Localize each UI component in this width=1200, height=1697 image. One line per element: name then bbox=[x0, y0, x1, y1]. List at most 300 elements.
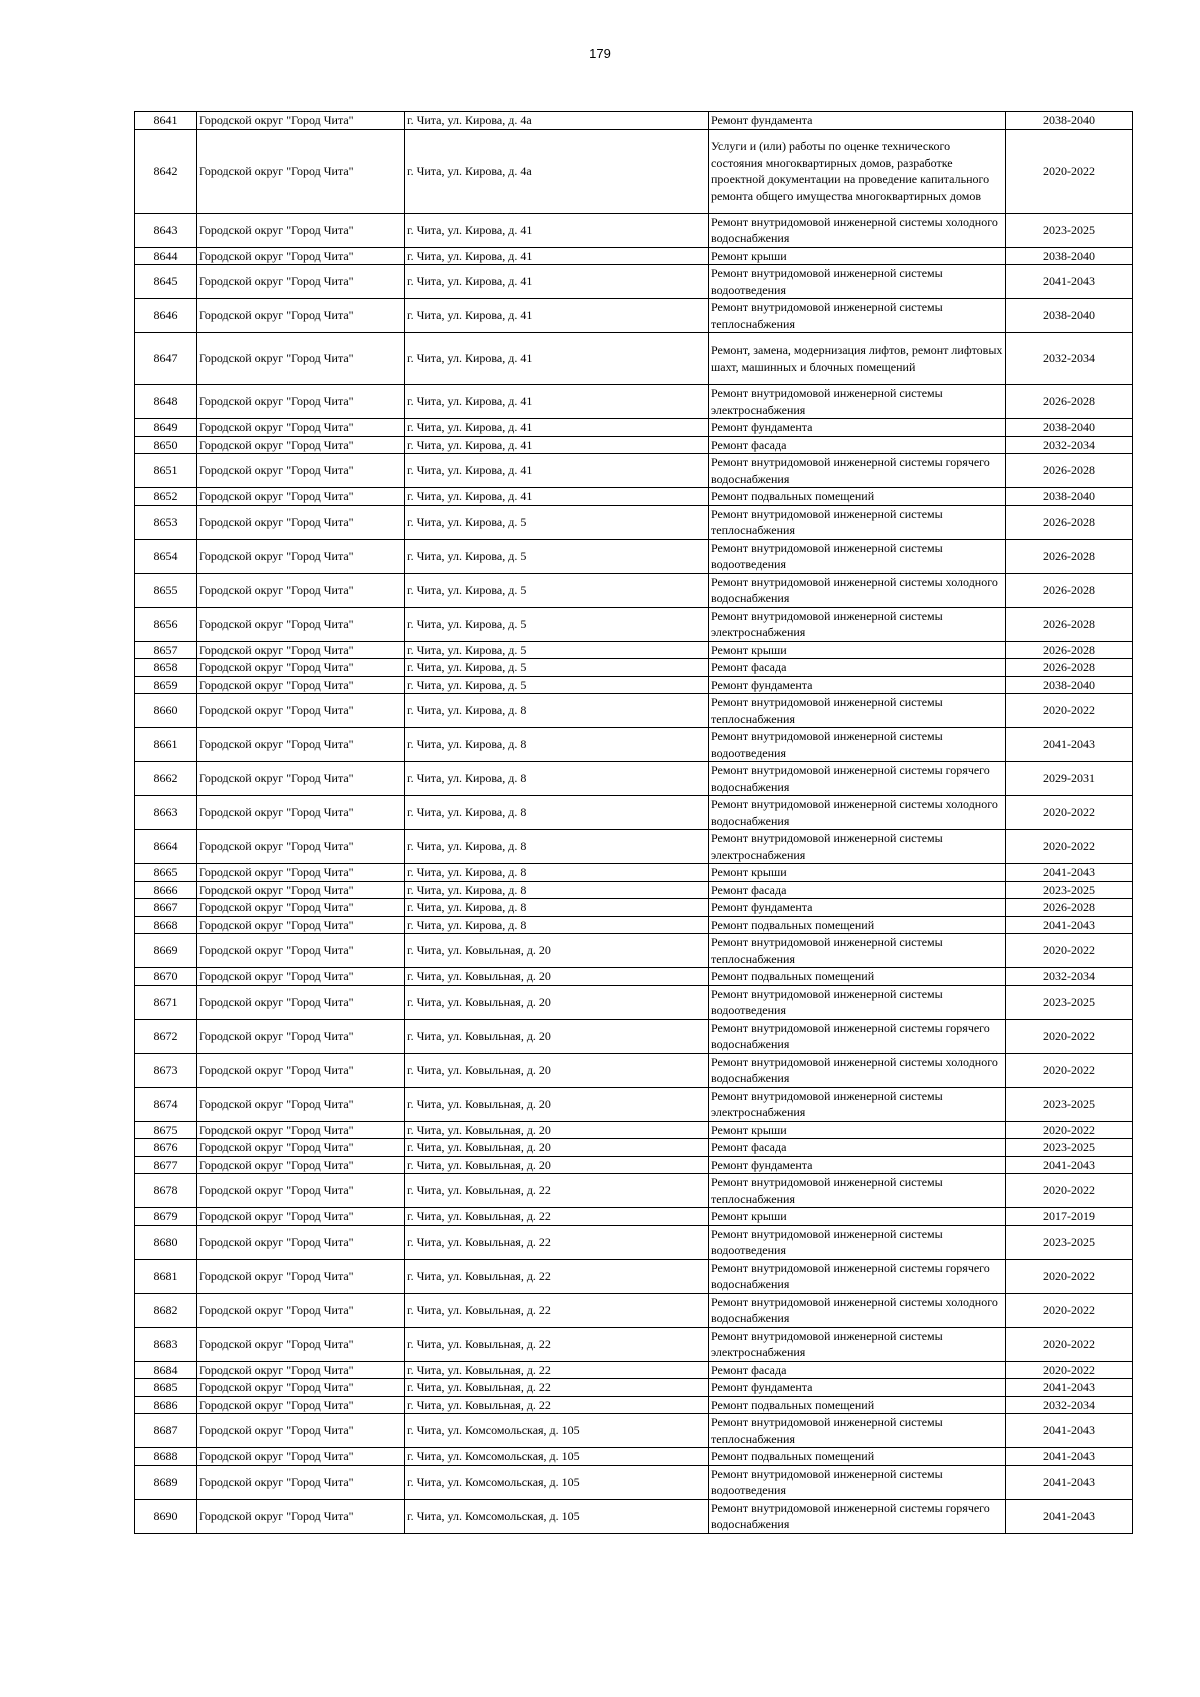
table-row bbox=[135, 676, 1133, 694]
work-type-cell: Ремонт, замена, модернизация лифтов, ремонт лифтовых шахт, машинных и блочных помещений bbox=[709, 333, 1006, 385]
municipality-cell: Городской округ "Город Чита" bbox=[197, 265, 405, 299]
work-type-cell: Ремонт внутридомовой инженерной системы электроснабжения bbox=[709, 385, 1006, 419]
table-row bbox=[135, 265, 1133, 299]
work-type-cell: Ремонт внутридомовой инженерной системы электроснабжения bbox=[709, 830, 1006, 864]
row-number-cell: 8641 bbox=[135, 112, 197, 130]
table-row bbox=[135, 247, 1133, 265]
row-number-cell: 8644 bbox=[135, 247, 197, 265]
work-type-cell: Ремонт внутридомовой инженерной системы горячего водоснабжения bbox=[709, 762, 1006, 796]
period-cell: 2038-2040 bbox=[1006, 299, 1133, 333]
municipality-cell: Городской округ "Город Чита" bbox=[197, 934, 405, 968]
period-cell: 2026-2028 bbox=[1006, 385, 1133, 419]
period-cell: 2041-2043 bbox=[1006, 1499, 1133, 1533]
table-row bbox=[135, 213, 1133, 247]
municipality-cell: Городской округ "Город Чита" bbox=[197, 1174, 405, 1208]
period-cell: 2020-2022 bbox=[1006, 1019, 1133, 1053]
municipality-cell: Городской округ "Город Чита" bbox=[197, 881, 405, 899]
table-row bbox=[135, 1019, 1133, 1053]
table-row bbox=[135, 1361, 1133, 1379]
period-cell: 2038-2040 bbox=[1006, 676, 1133, 694]
row-number-cell: 8687 bbox=[135, 1414, 197, 1448]
period-cell: 2020-2022 bbox=[1006, 830, 1133, 864]
work-type-cell: Ремонт внутридомовой инженерной системы водоотведения bbox=[709, 265, 1006, 299]
table-row bbox=[135, 762, 1133, 796]
period-cell: 2020-2022 bbox=[1006, 1174, 1133, 1208]
work-type-cell: Ремонт внутридомовой инженерной системы теплоснабжения bbox=[709, 934, 1006, 968]
address-cell: г. Чита, ул. Кирова, д. 8 bbox=[405, 899, 709, 917]
table-row bbox=[135, 1465, 1133, 1499]
address-cell: г. Чита, ул. Ковыльная, д. 22 bbox=[405, 1225, 709, 1259]
work-type-cell: Ремонт подвальных помещений bbox=[709, 1448, 1006, 1466]
municipality-cell: Городской округ "Город Чита" bbox=[197, 1087, 405, 1121]
address-cell: г. Чита, ул. Ковыльная, д. 20 bbox=[405, 1121, 709, 1139]
work-type-cell: Ремонт крыши bbox=[709, 641, 1006, 659]
table-row bbox=[135, 299, 1133, 333]
work-type-cell: Ремонт внутридомовой инженерной системы холодного водоснабжения bbox=[709, 1053, 1006, 1087]
table-row bbox=[135, 454, 1133, 488]
row-number-cell: 8684 bbox=[135, 1361, 197, 1379]
table-row bbox=[135, 830, 1133, 864]
work-type-cell: Ремонт фундамента bbox=[709, 112, 1006, 130]
municipality-cell: Городской округ "Город Чита" bbox=[197, 454, 405, 488]
period-cell: 2041-2043 bbox=[1006, 728, 1133, 762]
address-cell: г. Чита, ул. Ковыльная, д. 22 bbox=[405, 1259, 709, 1293]
address-cell: г. Чита, ул. Ковыльная, д. 20 bbox=[405, 1053, 709, 1087]
table-row bbox=[135, 1448, 1133, 1466]
work-type-cell: Ремонт фундамента bbox=[709, 1379, 1006, 1397]
work-type-cell: Ремонт внутридомовой инженерной системы электроснабжения bbox=[709, 607, 1006, 641]
address-cell: г. Чита, ул. Кирова, д. 41 bbox=[405, 436, 709, 454]
row-number-cell: 8670 bbox=[135, 968, 197, 986]
table-row bbox=[135, 1396, 1133, 1414]
row-number-cell: 8669 bbox=[135, 934, 197, 968]
period-cell: 2026-2028 bbox=[1006, 641, 1133, 659]
address-cell: г. Чита, ул. Кирова, д. 8 bbox=[405, 881, 709, 899]
row-number-cell: 8674 bbox=[135, 1087, 197, 1121]
work-type-cell: Ремонт внутридомовой инженерной системы электроснабжения bbox=[709, 1087, 1006, 1121]
address-cell: г. Чита, ул. Кирова, д. 41 bbox=[405, 333, 709, 385]
row-number-cell: 8677 bbox=[135, 1156, 197, 1174]
period-cell: 2026-2028 bbox=[1006, 539, 1133, 573]
period-cell: 2026-2028 bbox=[1006, 899, 1133, 917]
work-type-cell: Ремонт внутридомовой инженерной системы водоотведения bbox=[709, 728, 1006, 762]
table-row bbox=[135, 573, 1133, 607]
table-row bbox=[135, 1225, 1133, 1259]
table-row bbox=[135, 728, 1133, 762]
municipality-cell: Городской округ "Город Чита" bbox=[197, 385, 405, 419]
municipality-cell: Городской округ "Город Чита" bbox=[197, 213, 405, 247]
municipality-cell: Городской округ "Город Чита" bbox=[197, 1327, 405, 1361]
work-type-cell: Услуги и (или) работы по оценке технического состояния многоквартирных домов, разработке проектной документации на проведение капитального ремонта общего имущества многоквартирных домов bbox=[709, 129, 1006, 213]
period-cell: 2023-2025 bbox=[1006, 213, 1133, 247]
table-row bbox=[135, 1327, 1133, 1361]
row-number-cell: 8665 bbox=[135, 864, 197, 882]
row-number-cell: 8642 bbox=[135, 129, 197, 213]
table-row bbox=[135, 694, 1133, 728]
address-cell: г. Чита, ул. Ковыльная, д. 20 bbox=[405, 968, 709, 986]
work-type-cell: Ремонт внутридомовой инженерной системы горячего водоснабжения bbox=[709, 1019, 1006, 1053]
table-row bbox=[135, 436, 1133, 454]
work-type-cell: Ремонт внутридомовой инженерной системы холодного водоснабжения bbox=[709, 573, 1006, 607]
work-type-cell: Ремонт фасада bbox=[709, 659, 1006, 677]
table-row bbox=[135, 385, 1133, 419]
row-number-cell: 8667 bbox=[135, 899, 197, 917]
table-row bbox=[135, 488, 1133, 506]
work-type-cell: Ремонт внутридомовой инженерной системы водоотведения bbox=[709, 1465, 1006, 1499]
work-type-cell: Ремонт внутридомовой инженерной системы теплоснабжения bbox=[709, 505, 1006, 539]
row-number-cell: 8689 bbox=[135, 1465, 197, 1499]
row-number-cell: 8652 bbox=[135, 488, 197, 506]
address-cell: г. Чита, ул. Кирова, д. 4а bbox=[405, 112, 709, 130]
work-type-cell: Ремонт внутридомовой инженерной системы теплоснабжения bbox=[709, 299, 1006, 333]
table-row bbox=[135, 899, 1133, 917]
period-cell: 2023-2025 bbox=[1006, 1225, 1133, 1259]
table-row bbox=[135, 1053, 1133, 1087]
period-cell: 2023-2025 bbox=[1006, 1139, 1133, 1157]
period-cell: 2026-2028 bbox=[1006, 454, 1133, 488]
row-number-cell: 8672 bbox=[135, 1019, 197, 1053]
row-number-cell: 8647 bbox=[135, 333, 197, 385]
municipality-cell: Городской округ "Город Чита" bbox=[197, 333, 405, 385]
row-number-cell: 8651 bbox=[135, 454, 197, 488]
municipality-cell: Городской округ "Город Чита" bbox=[197, 864, 405, 882]
address-cell: г. Чита, ул. Кирова, д. 5 bbox=[405, 676, 709, 694]
table-row bbox=[135, 1259, 1133, 1293]
table-row bbox=[135, 1087, 1133, 1121]
work-type-cell: Ремонт крыши bbox=[709, 864, 1006, 882]
municipality-cell: Городской округ "Город Чита" bbox=[197, 694, 405, 728]
period-cell: 2041-2043 bbox=[1006, 916, 1133, 934]
work-type-cell: Ремонт крыши bbox=[709, 1208, 1006, 1226]
table-row bbox=[135, 1499, 1133, 1533]
period-cell: 2023-2025 bbox=[1006, 985, 1133, 1019]
address-cell: г. Чита, ул. Кирова, д. 8 bbox=[405, 916, 709, 934]
period-cell: 2032-2034 bbox=[1006, 333, 1133, 385]
period-cell: 2023-2025 bbox=[1006, 1087, 1133, 1121]
municipality-cell: Городской округ "Город Чита" bbox=[197, 607, 405, 641]
address-cell: г. Чита, ул. Ковыльная, д. 22 bbox=[405, 1327, 709, 1361]
municipality-cell: Городской округ "Город Чита" bbox=[197, 1499, 405, 1533]
work-type-cell: Ремонт фасада bbox=[709, 1361, 1006, 1379]
work-type-cell: Ремонт внутридомовой инженерной системы горячего водоснабжения bbox=[709, 1259, 1006, 1293]
address-cell: г. Чита, ул. Кирова, д. 8 bbox=[405, 728, 709, 762]
municipality-cell: Городской округ "Город Чита" bbox=[197, 916, 405, 934]
period-cell: 2020-2022 bbox=[1006, 796, 1133, 830]
work-type-cell: Ремонт фундамента bbox=[709, 419, 1006, 437]
municipality-cell: Городской округ "Город Чита" bbox=[197, 1019, 405, 1053]
work-type-cell: Ремонт подвальных помещений bbox=[709, 488, 1006, 506]
table-row bbox=[135, 607, 1133, 641]
row-number-cell: 8646 bbox=[135, 299, 197, 333]
work-type-cell: Ремонт внутридомовой инженерной системы горячего водоснабжения bbox=[709, 454, 1006, 488]
period-cell: 2026-2028 bbox=[1006, 659, 1133, 677]
table-row bbox=[135, 112, 1133, 130]
period-cell: 2026-2028 bbox=[1006, 607, 1133, 641]
work-type-cell: Ремонт фасада bbox=[709, 1139, 1006, 1157]
address-cell: г. Чита, ул. Кирова, д. 41 bbox=[405, 454, 709, 488]
period-cell: 2023-2025 bbox=[1006, 881, 1133, 899]
table-row bbox=[135, 539, 1133, 573]
row-number-cell: 8648 bbox=[135, 385, 197, 419]
address-cell: г. Чита, ул. Ковыльная, д. 22 bbox=[405, 1361, 709, 1379]
period-cell: 2026-2028 bbox=[1006, 573, 1133, 607]
row-number-cell: 8657 bbox=[135, 641, 197, 659]
address-cell: г. Чита, ул. Кирова, д. 8 bbox=[405, 694, 709, 728]
table-row bbox=[135, 1156, 1133, 1174]
address-cell: г. Чита, ул. Кирова, д. 41 bbox=[405, 213, 709, 247]
municipality-cell: Городской округ "Город Чита" bbox=[197, 1465, 405, 1499]
address-cell: г. Чита, ул. Ковыльная, д. 20 bbox=[405, 1139, 709, 1157]
municipality-cell: Городской округ "Город Чита" bbox=[197, 129, 405, 213]
municipality-cell: Городской округ "Город Чита" bbox=[197, 1293, 405, 1327]
period-cell: 2020-2022 bbox=[1006, 934, 1133, 968]
municipality-cell: Городской округ "Город Чита" bbox=[197, 659, 405, 677]
table-row bbox=[135, 1121, 1133, 1139]
table-row bbox=[135, 968, 1133, 986]
row-number-cell: 8668 bbox=[135, 916, 197, 934]
table-row bbox=[135, 1174, 1133, 1208]
table-row bbox=[135, 985, 1133, 1019]
period-cell: 2017-2019 bbox=[1006, 1208, 1133, 1226]
municipality-cell: Городской округ "Город Чита" bbox=[197, 112, 405, 130]
address-cell: г. Чита, ул. Ковыльная, д. 20 bbox=[405, 1156, 709, 1174]
municipality-cell: Городской округ "Город Чита" bbox=[197, 539, 405, 573]
address-cell: г. Чита, ул. Кирова, д. 5 bbox=[405, 659, 709, 677]
row-number-cell: 8675 bbox=[135, 1121, 197, 1139]
address-cell: г. Чита, ул. Ковыльная, д. 20 bbox=[405, 1019, 709, 1053]
table-row bbox=[135, 129, 1133, 213]
table-row bbox=[135, 916, 1133, 934]
period-cell: 2041-2043 bbox=[1006, 1414, 1133, 1448]
address-cell: г. Чита, ул. Комсомольская, д. 105 bbox=[405, 1414, 709, 1448]
address-cell: г. Чита, ул. Кирова, д. 41 bbox=[405, 247, 709, 265]
row-number-cell: 8658 bbox=[135, 659, 197, 677]
municipality-cell: Городской округ "Город Чита" bbox=[197, 247, 405, 265]
table-row bbox=[135, 934, 1133, 968]
address-cell: г. Чита, ул. Кирова, д. 8 bbox=[405, 864, 709, 882]
municipality-cell: Городской округ "Город Чита" bbox=[197, 796, 405, 830]
period-cell: 2041-2043 bbox=[1006, 1379, 1133, 1397]
period-cell: 2020-2022 bbox=[1006, 1053, 1133, 1087]
period-cell: 2041-2043 bbox=[1006, 265, 1133, 299]
work-type-cell: Ремонт внутридомовой инженерной системы теплоснабжения bbox=[709, 1414, 1006, 1448]
municipality-cell: Городской округ "Город Чита" bbox=[197, 762, 405, 796]
row-number-cell: 8649 bbox=[135, 419, 197, 437]
period-cell: 2038-2040 bbox=[1006, 247, 1133, 265]
work-type-cell: Ремонт подвальных помещений bbox=[709, 968, 1006, 986]
period-cell: 2020-2022 bbox=[1006, 1293, 1133, 1327]
municipality-cell: Городской округ "Город Чита" bbox=[197, 1414, 405, 1448]
row-number-cell: 8681 bbox=[135, 1259, 197, 1293]
address-cell: г. Чита, ул. Кирова, д. 8 bbox=[405, 830, 709, 864]
period-cell: 2041-2043 bbox=[1006, 864, 1133, 882]
municipality-cell: Городской округ "Город Чита" bbox=[197, 830, 405, 864]
work-type-cell: Ремонт подвальных помещений bbox=[709, 916, 1006, 934]
table-row bbox=[135, 1293, 1133, 1327]
address-cell: г. Чита, ул. Ковыльная, д. 20 bbox=[405, 934, 709, 968]
address-cell: г. Чита, ул. Кирова, д. 5 bbox=[405, 573, 709, 607]
work-type-cell: Ремонт внутридомовой инженерной системы водоотведения bbox=[709, 985, 1006, 1019]
address-cell: г. Чита, ул. Ковыльная, д. 22 bbox=[405, 1208, 709, 1226]
period-cell: 2020-2022 bbox=[1006, 1121, 1133, 1139]
municipality-cell: Городской округ "Город Чита" bbox=[197, 299, 405, 333]
row-number-cell: 8653 bbox=[135, 505, 197, 539]
table-row bbox=[135, 1208, 1133, 1226]
table-row bbox=[135, 1414, 1133, 1448]
table-row bbox=[135, 419, 1133, 437]
period-cell: 2038-2040 bbox=[1006, 488, 1133, 506]
municipality-cell: Городской округ "Город Чита" bbox=[197, 573, 405, 607]
municipality-cell: Городской округ "Город Чита" bbox=[197, 1053, 405, 1087]
address-cell: г. Чита, ул. Ковыльная, д. 22 bbox=[405, 1293, 709, 1327]
municipality-cell: Городской округ "Город Чита" bbox=[197, 985, 405, 1019]
address-cell: г. Чита, ул. Ковыльная, д. 22 bbox=[405, 1174, 709, 1208]
row-number-cell: 8645 bbox=[135, 265, 197, 299]
table-row bbox=[135, 1139, 1133, 1157]
table-row bbox=[135, 641, 1133, 659]
row-number-cell: 8678 bbox=[135, 1174, 197, 1208]
row-number-cell: 8655 bbox=[135, 573, 197, 607]
municipality-cell: Городской округ "Город Чита" bbox=[197, 488, 405, 506]
address-cell: г. Чита, ул. Кирова, д. 5 bbox=[405, 641, 709, 659]
period-cell: 2020-2022 bbox=[1006, 1259, 1133, 1293]
municipality-cell: Городской округ "Город Чита" bbox=[197, 968, 405, 986]
address-cell: г. Чита, ул. Кирова, д. 4а bbox=[405, 129, 709, 213]
work-type-cell: Ремонт внутридомовой инженерной системы холодного водоснабжения bbox=[709, 796, 1006, 830]
address-cell: г. Чита, ул. Кирова, д. 8 bbox=[405, 796, 709, 830]
municipality-cell: Городской округ "Город Чита" bbox=[197, 1361, 405, 1379]
work-type-cell: Ремонт внутридомовой инженерной системы водоотведения bbox=[709, 539, 1006, 573]
work-type-cell: Ремонт фундамента bbox=[709, 1156, 1006, 1174]
municipality-cell: Городской округ "Город Чита" bbox=[197, 1448, 405, 1466]
table-row bbox=[135, 1379, 1133, 1397]
row-number-cell: 8676 bbox=[135, 1139, 197, 1157]
address-cell: г. Чита, ул. Ковыльная, д. 22 bbox=[405, 1396, 709, 1414]
address-cell: г. Чита, ул. Ковыльная, д. 22 bbox=[405, 1379, 709, 1397]
municipality-cell: Городской округ "Город Чита" bbox=[197, 1121, 405, 1139]
work-type-cell: Ремонт крыши bbox=[709, 247, 1006, 265]
work-type-cell: Ремонт крыши bbox=[709, 1121, 1006, 1139]
address-cell: г. Чита, ул. Кирова, д. 41 bbox=[405, 488, 709, 506]
table-row bbox=[135, 796, 1133, 830]
row-number-cell: 8664 bbox=[135, 830, 197, 864]
work-type-cell: Ремонт фундамента bbox=[709, 899, 1006, 917]
row-number-cell: 8662 bbox=[135, 762, 197, 796]
municipality-cell: Городской округ "Город Чита" bbox=[197, 676, 405, 694]
address-cell: г. Чита, ул. Кирова, д. 41 bbox=[405, 299, 709, 333]
address-cell: г. Чита, ул. Комсомольская, д. 105 bbox=[405, 1499, 709, 1533]
municipality-cell: Городской округ "Город Чита" bbox=[197, 1225, 405, 1259]
row-number-cell: 8683 bbox=[135, 1327, 197, 1361]
page-number: 179 bbox=[589, 46, 611, 61]
municipality-cell: Городской округ "Город Чита" bbox=[197, 1208, 405, 1226]
municipality-cell: Городской округ "Город Чита" bbox=[197, 419, 405, 437]
period-cell: 2041-2043 bbox=[1006, 1156, 1133, 1174]
period-cell: 2038-2040 bbox=[1006, 112, 1133, 130]
period-cell: 2032-2034 bbox=[1006, 968, 1133, 986]
period-cell: 2026-2028 bbox=[1006, 505, 1133, 539]
table-body bbox=[135, 112, 1133, 1534]
row-number-cell: 8680 bbox=[135, 1225, 197, 1259]
row-number-cell: 8690 bbox=[135, 1499, 197, 1533]
municipality-cell: Городской округ "Город Чита" bbox=[197, 505, 405, 539]
row-number-cell: 8673 bbox=[135, 1053, 197, 1087]
municipality-cell: Городской округ "Город Чита" bbox=[197, 1396, 405, 1414]
row-number-cell: 8659 bbox=[135, 676, 197, 694]
municipality-cell: Городской округ "Город Чита" bbox=[197, 728, 405, 762]
address-cell: г. Чита, ул. Ковыльная, д. 20 bbox=[405, 1087, 709, 1121]
row-number-cell: 8663 bbox=[135, 796, 197, 830]
period-cell: 2041-2043 bbox=[1006, 1448, 1133, 1466]
work-type-cell: Ремонт внутридомовой инженерной системы холодного водоснабжения bbox=[709, 1293, 1006, 1327]
address-cell: г. Чита, ул. Кирова, д. 5 bbox=[405, 539, 709, 573]
address-cell: г. Чита, ул. Комсомольская, д. 105 bbox=[405, 1448, 709, 1466]
period-cell: 2041-2043 bbox=[1006, 1465, 1133, 1499]
period-cell: 2020-2022 bbox=[1006, 1361, 1133, 1379]
table-row bbox=[135, 333, 1133, 385]
municipality-cell: Городской округ "Город Чита" bbox=[197, 1379, 405, 1397]
work-type-cell: Ремонт внутридомовой инженерной системы холодного водоснабжения bbox=[709, 213, 1006, 247]
repair-schedule-table bbox=[134, 111, 1133, 1534]
address-cell: г. Чита, ул. Кирова, д. 41 bbox=[405, 385, 709, 419]
period-cell: 2020-2022 bbox=[1006, 129, 1133, 213]
work-type-cell: Ремонт внутридомовой инженерной системы горячего водоснабжения bbox=[709, 1499, 1006, 1533]
work-type-cell: Ремонт внутридомовой инженерной системы теплоснабжения bbox=[709, 1174, 1006, 1208]
period-cell: 2020-2022 bbox=[1006, 694, 1133, 728]
address-cell: г. Чита, ул. Кирова, д. 41 bbox=[405, 265, 709, 299]
municipality-cell: Городской округ "Город Чита" bbox=[197, 1259, 405, 1293]
row-number-cell: 8671 bbox=[135, 985, 197, 1019]
address-cell: г. Чита, ул. Кирова, д. 5 bbox=[405, 505, 709, 539]
period-cell: 2029-2031 bbox=[1006, 762, 1133, 796]
table-row bbox=[135, 881, 1133, 899]
row-number-cell: 8643 bbox=[135, 213, 197, 247]
row-number-cell: 8685 bbox=[135, 1379, 197, 1397]
municipality-cell: Городской округ "Город Чита" bbox=[197, 436, 405, 454]
work-type-cell: Ремонт подвальных помещений bbox=[709, 1396, 1006, 1414]
period-cell: 2032-2034 bbox=[1006, 1396, 1133, 1414]
municipality-cell: Городской округ "Город Чита" bbox=[197, 1139, 405, 1157]
row-number-cell: 8682 bbox=[135, 1293, 197, 1327]
row-number-cell: 8661 bbox=[135, 728, 197, 762]
work-type-cell: Ремонт внутридомовой инженерной системы водоотведения bbox=[709, 1225, 1006, 1259]
row-number-cell: 8686 bbox=[135, 1396, 197, 1414]
row-number-cell: 8666 bbox=[135, 881, 197, 899]
period-cell: 2032-2034 bbox=[1006, 436, 1133, 454]
work-type-cell: Ремонт фасада bbox=[709, 881, 1006, 899]
table-row bbox=[135, 505, 1133, 539]
municipality-cell: Городской округ "Город Чита" bbox=[197, 899, 405, 917]
work-type-cell: Ремонт фундамента bbox=[709, 676, 1006, 694]
municipality-cell: Городской округ "Город Чита" bbox=[197, 1156, 405, 1174]
work-type-cell: Ремонт внутридомовой инженерной системы теплоснабжения bbox=[709, 694, 1006, 728]
row-number-cell: 8654 bbox=[135, 539, 197, 573]
period-cell: 2020-2022 bbox=[1006, 1327, 1133, 1361]
address-cell: г. Чита, ул. Кирова, д. 41 bbox=[405, 419, 709, 437]
work-type-cell: Ремонт внутридомовой инженерной системы электроснабжения bbox=[709, 1327, 1006, 1361]
row-number-cell: 8656 bbox=[135, 607, 197, 641]
row-number-cell: 8650 bbox=[135, 436, 197, 454]
table-row bbox=[135, 864, 1133, 882]
work-type-cell: Ремонт фасада bbox=[709, 436, 1006, 454]
address-cell: г. Чита, ул. Комсомольская, д. 105 bbox=[405, 1465, 709, 1499]
table-row bbox=[135, 659, 1133, 677]
address-cell: г. Чита, ул. Кирова, д. 5 bbox=[405, 607, 709, 641]
address-cell: г. Чита, ул. Ковыльная, д. 20 bbox=[405, 985, 709, 1019]
row-number-cell: 8660 bbox=[135, 694, 197, 728]
row-number-cell: 8688 bbox=[135, 1448, 197, 1466]
address-cell: г. Чита, ул. Кирова, д. 8 bbox=[405, 762, 709, 796]
